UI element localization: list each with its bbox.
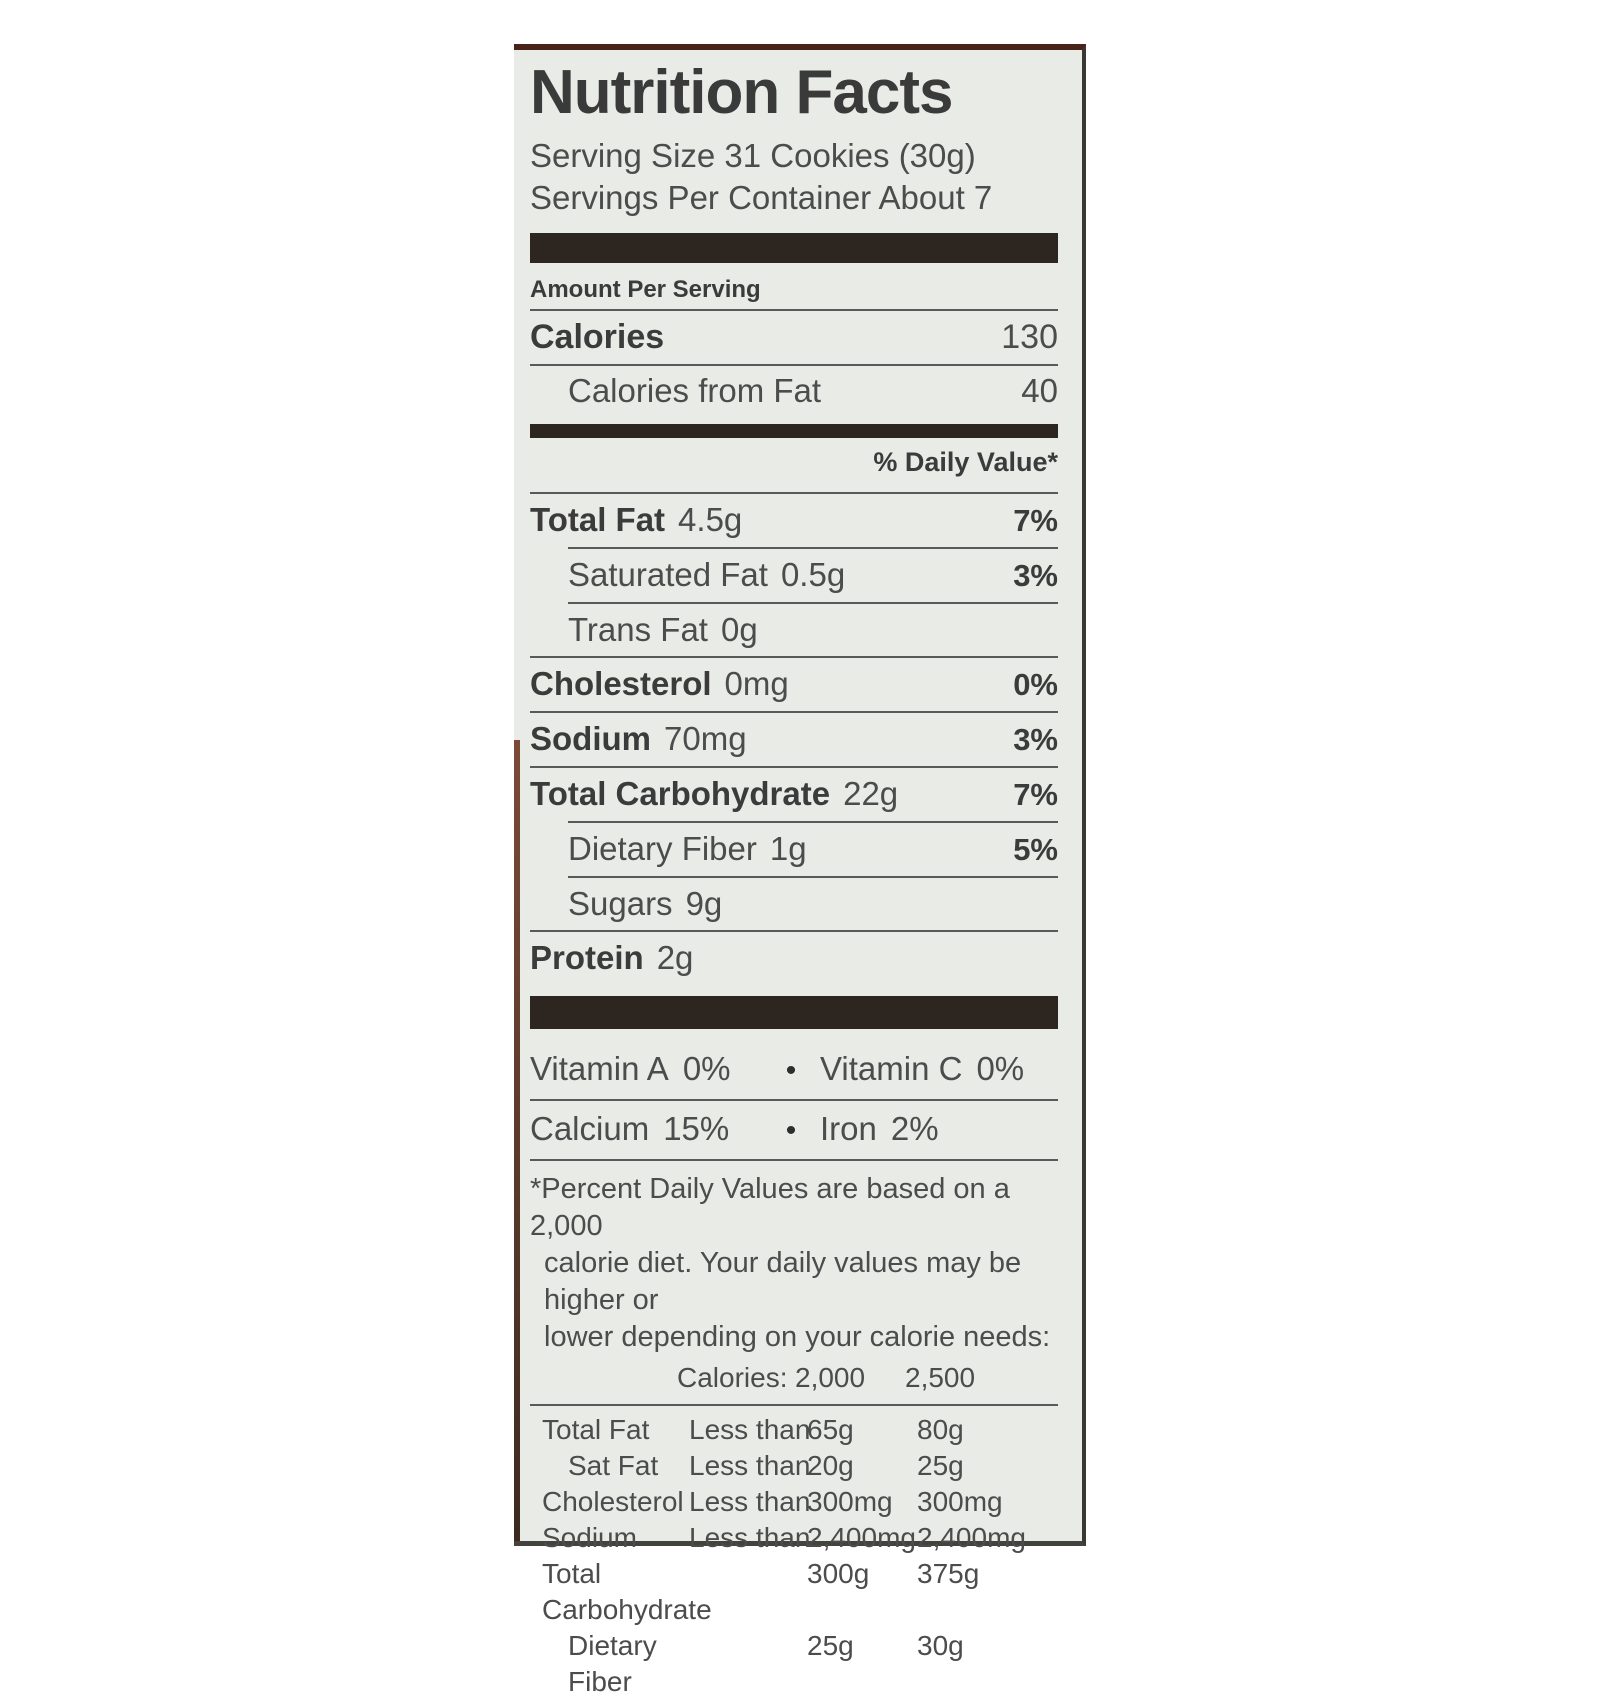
divider <box>530 1159 1058 1161</box>
reference-value-2500: 80g <box>917 1413 964 1445</box>
nutrient-daily-value: 0% <box>1013 666 1058 702</box>
separator-bar-top <box>530 233 1058 263</box>
nutrition-facts-label <box>514 44 1086 1697</box>
nutrient-amount: 70mg <box>664 719 747 757</box>
calories-reference-label: Calories: <box>677 1361 788 1393</box>
nutrient-row <box>530 768 1058 821</box>
micronutrient-left-name: Vitamin A <box>530 1049 669 1087</box>
nutrient-name: Trans Fat <box>568 610 708 648</box>
reference-qualifier <box>689 1556 807 1628</box>
nutrient-name: Protein <box>530 938 644 976</box>
reference-value-2000: 2,400mg <box>807 1521 916 1553</box>
reference-nutrient-name: Cholesterol <box>542 1485 684 1517</box>
reference-qualifier: Less than <box>689 1413 811 1445</box>
micronutrient-right-value: 2% <box>890 1109 939 1147</box>
nutrient-name-amount <box>530 556 845 594</box>
nutrient-name-amount <box>530 830 807 868</box>
reference-table-row <box>530 1628 1058 1700</box>
calories-row <box>530 311 1058 364</box>
reference-nutrient-name: Dietary Fiber <box>568 1629 657 1697</box>
nutrient-amount: 22g <box>843 774 899 812</box>
daily-value-header: % Daily Value* <box>873 446 1058 477</box>
nutrient-daily-value: 5% <box>1013 831 1058 867</box>
servings-per-container-line: Servings Per Container About 7 <box>530 178 993 216</box>
reference-value-2500: 375g <box>917 1557 980 1589</box>
calories-label: Calories <box>530 317 665 356</box>
reference-qualifier: Less than <box>689 1449 811 1481</box>
nutrient-name: Sodium <box>530 719 651 757</box>
micronutrient-right <box>820 1109 939 1149</box>
bullet-icon: • <box>785 1113 797 1147</box>
micronutrient-left-value: 0% <box>682 1049 731 1087</box>
nutrient-amount: 2g <box>656 938 694 976</box>
calories-reference-2500: 2,500 <box>905 1361 976 1393</box>
nutrient-daily-value: 7% <box>1013 776 1058 812</box>
nutrient-daily-value: 3% <box>1013 721 1058 757</box>
nutrient-name: Total Carbohydrate <box>530 774 831 812</box>
nutrient-amount: 9g <box>685 884 723 922</box>
micronutrient-right-value: 0% <box>976 1049 1025 1087</box>
micronutrient-left-name: Calcium <box>530 1109 650 1147</box>
micronutrient-rows <box>530 1041 1058 1161</box>
nutrient-name-amount <box>530 501 742 539</box>
nutrient-rows <box>530 492 1058 984</box>
calories-from-fat-row <box>530 366 1058 416</box>
nutrient-name-amount <box>530 720 747 758</box>
reference-value-2000: 25g <box>807 1629 854 1661</box>
calories-from-fat-value: 40 <box>1021 371 1058 409</box>
nutrient-amount: 1g <box>769 829 807 867</box>
nutrient-daily-value: 3% <box>1013 557 1058 593</box>
nutrient-name-amount <box>530 611 758 649</box>
reference-value-2000: 65g <box>807 1413 854 1445</box>
micronutrient-right-name: Vitamin C <box>820 1049 963 1087</box>
reference-table-row <box>530 1556 1058 1628</box>
reference-nutrient-name: Sodium <box>542 1521 637 1553</box>
nutrient-amount: 4.5g <box>678 500 743 538</box>
calories-reference-2000: 2,000 <box>795 1361 866 1393</box>
nutrient-name-amount <box>530 885 722 923</box>
reference-table-row <box>530 1520 1058 1556</box>
reference-value-2500: 2,400mg <box>917 1521 1026 1553</box>
nutrient-name: Cholesterol <box>530 664 712 702</box>
calories-value: 130 <box>1001 317 1058 356</box>
reference-value-2000: 300mg <box>807 1485 893 1517</box>
reference-nutrient-name: Total Fat <box>542 1413 650 1445</box>
reference-table-row <box>530 1484 1058 1520</box>
nutrient-name: Sugars <box>568 884 673 922</box>
micronutrient-left <box>530 1049 762 1089</box>
reference-nutrient-name: Total Carbohydrate <box>542 1557 712 1625</box>
reference-qualifier <box>689 1628 807 1700</box>
reference-value-2000: 20g <box>807 1449 854 1481</box>
nutrient-daily-value: 7% <box>1013 502 1058 538</box>
nutrient-name: Dietary Fiber <box>568 829 757 867</box>
nutrient-row <box>530 823 1058 876</box>
footnote-line: lower depending on your calorie needs: <box>544 1320 1051 1353</box>
nutrient-name-amount <box>530 775 898 813</box>
footnote-line: *Percent Daily Values are based on a 2,000 <box>530 1172 1010 1242</box>
reference-table-row <box>530 1448 1058 1484</box>
package-edge-strip <box>514 740 520 1541</box>
micronutrient-row <box>530 1101 1058 1159</box>
reference-value-2500: 25g <box>917 1449 964 1481</box>
label-title: Nutrition Facts <box>530 58 953 127</box>
reference-table-row <box>530 1412 1058 1448</box>
nutrient-row <box>530 932 1058 984</box>
daily-value-reference-table <box>530 1406 1058 1704</box>
serving-size-line: Serving Size 31 Cookies (30g) <box>530 136 976 174</box>
reference-value-2500: 30g <box>917 1629 964 1661</box>
nutrient-row <box>530 549 1058 602</box>
micronutrient-right <box>820 1049 1024 1089</box>
micronutrient-row <box>530 1041 1058 1099</box>
separator-bar-bottom <box>530 996 1058 1029</box>
nutrient-amount: 0g <box>720 610 758 648</box>
nutrient-row <box>530 494 1058 547</box>
amount-per-serving-label: Amount Per Serving <box>530 275 761 303</box>
micronutrient-right-name: Iron <box>820 1109 877 1147</box>
footnote-line: calorie diet. Your daily values may be higher or <box>544 1246 1022 1316</box>
reference-qualifier: Less than <box>689 1521 811 1553</box>
nutrient-name: Saturated Fat <box>568 555 768 593</box>
daily-value-footnote <box>530 1171 1058 1356</box>
bullet-icon: • <box>785 1053 797 1087</box>
nutrient-row <box>530 604 1058 656</box>
nutrient-name: Total Fat <box>530 500 666 538</box>
nutrient-amount: 0mg <box>724 664 789 702</box>
micronutrient-left <box>530 1109 762 1149</box>
micronutrient-left-value: 15% <box>663 1109 730 1147</box>
nutrient-row <box>530 878 1058 930</box>
reference-qualifier: Less than <box>689 1485 811 1517</box>
calories-from-fat-label: Calories from Fat <box>568 371 822 409</box>
nutrient-name-amount <box>530 939 693 977</box>
nutrient-name-amount <box>530 665 789 703</box>
reference-nutrient-name: Sat Fat <box>568 1449 659 1481</box>
reference-value-2500: 300mg <box>917 1485 1003 1517</box>
nutrient-row <box>530 658 1058 711</box>
nutrient-row <box>530 713 1058 766</box>
separator-bar-medium <box>530 424 1058 438</box>
reference-value-2000: 300g <box>807 1557 870 1589</box>
calories-reference-header-row <box>530 1356 1058 1404</box>
nutrient-amount: 0.5g <box>780 555 846 593</box>
